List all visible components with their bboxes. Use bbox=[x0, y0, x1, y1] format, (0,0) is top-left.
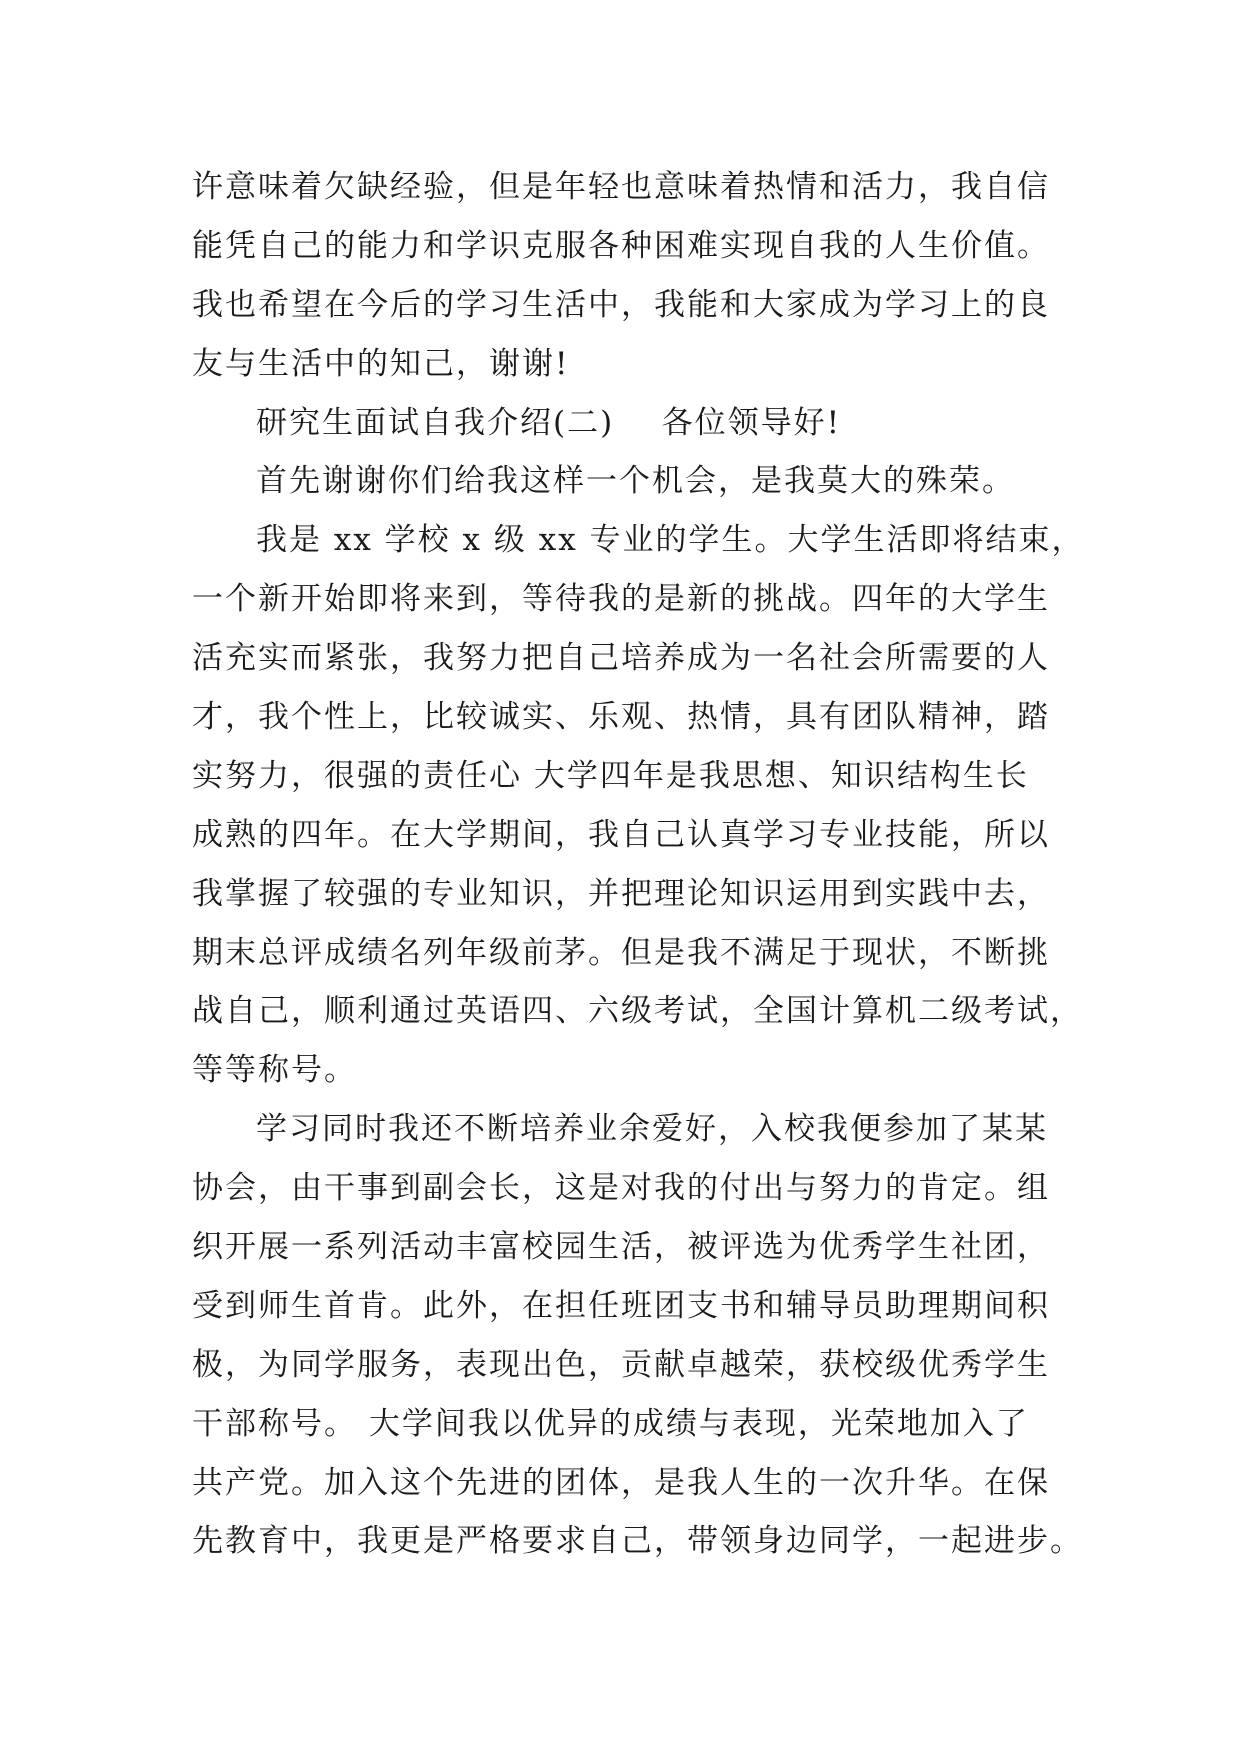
text-line: 协会，由干事到副会长，这是对我的付出与努力的肯定。组 bbox=[192, 1170, 1050, 1207]
text-line: 极，为同学服务，表现出色，贡献卓越荣，获校级优秀学生 bbox=[192, 1346, 1050, 1383]
text-line: 我掌握了较强的专业知识，并把理论知识运用到实践中去， bbox=[192, 875, 1050, 912]
text-line: 成熟的四年。在大学期间，我自己认真学习专业技能，所以 bbox=[192, 816, 1050, 853]
text-line: 许意味着欠缺经验，但是年轻也意味着热情和活力，我自信 bbox=[192, 169, 1050, 205]
text-line: 首先谢谢你们给我这样一个机会，是我莫大的殊荣。 bbox=[256, 463, 1015, 500]
text-line: 我是 xx 学校 x 级 xx 专业的学生。大学生活即将结束， bbox=[256, 522, 1085, 559]
text-line: 我也希望在今后的学习生活中，我能和大家成为学习上的良 bbox=[192, 286, 1050, 323]
text-line: 受到师生首肯。此外，在担任班团支书和辅导员助理期间积 bbox=[192, 1287, 1050, 1324]
section-heading: 研究生面试自我介绍(二) 各位领导好! bbox=[256, 404, 842, 441]
text-line: 实努力，很强的责任心 大学四年是我思想、知识结构生长 bbox=[192, 757, 1029, 794]
text-line: 干部称号。 大学间我以优异的成绩与表现，光荣地加入了 bbox=[192, 1405, 1029, 1442]
text-line: 织开展一系列活动丰富校园生活，被评选为优秀学生社团， bbox=[192, 1229, 1050, 1266]
text-line: 一个新开始即将来到，等待我的是新的挑战。四年的大学生 bbox=[192, 581, 1050, 618]
text-line: 战自己，顺利通过英语四、六级考试，全国计算机二级考试， bbox=[192, 993, 1083, 1030]
text-line: 期末总评成绩名列年级前茅。但是我不满足于现状，不断挑 bbox=[192, 934, 1050, 971]
text-line: 学习同时我还不断培养业余爱好，入校我便参加了某某 bbox=[256, 1111, 1048, 1148]
text-line: 能凭自己的能力和学识克服各种困难实现自我的人生价值。 bbox=[192, 227, 1050, 264]
text-line: 共产党。加入这个先进的团体，是我人生的一次升华。在保 bbox=[192, 1464, 1050, 1501]
text-line: 友与生活中的知己，谢谢! bbox=[192, 345, 570, 382]
text-line: 才，我个性上，比较诚实、乐观、热情，具有团队精神，踏 bbox=[192, 699, 1050, 736]
text-line: 活充实而紧张，我努力把自己培养成为一名社会所需要的人 bbox=[192, 640, 1050, 677]
document-body bbox=[192, 158, 1085, 1571]
text-line: 等等称号。 bbox=[192, 1052, 357, 1089]
text-line: 先教育中，我更是严格要求自己，带领身边同学，一起进步。 bbox=[192, 1523, 1083, 1560]
